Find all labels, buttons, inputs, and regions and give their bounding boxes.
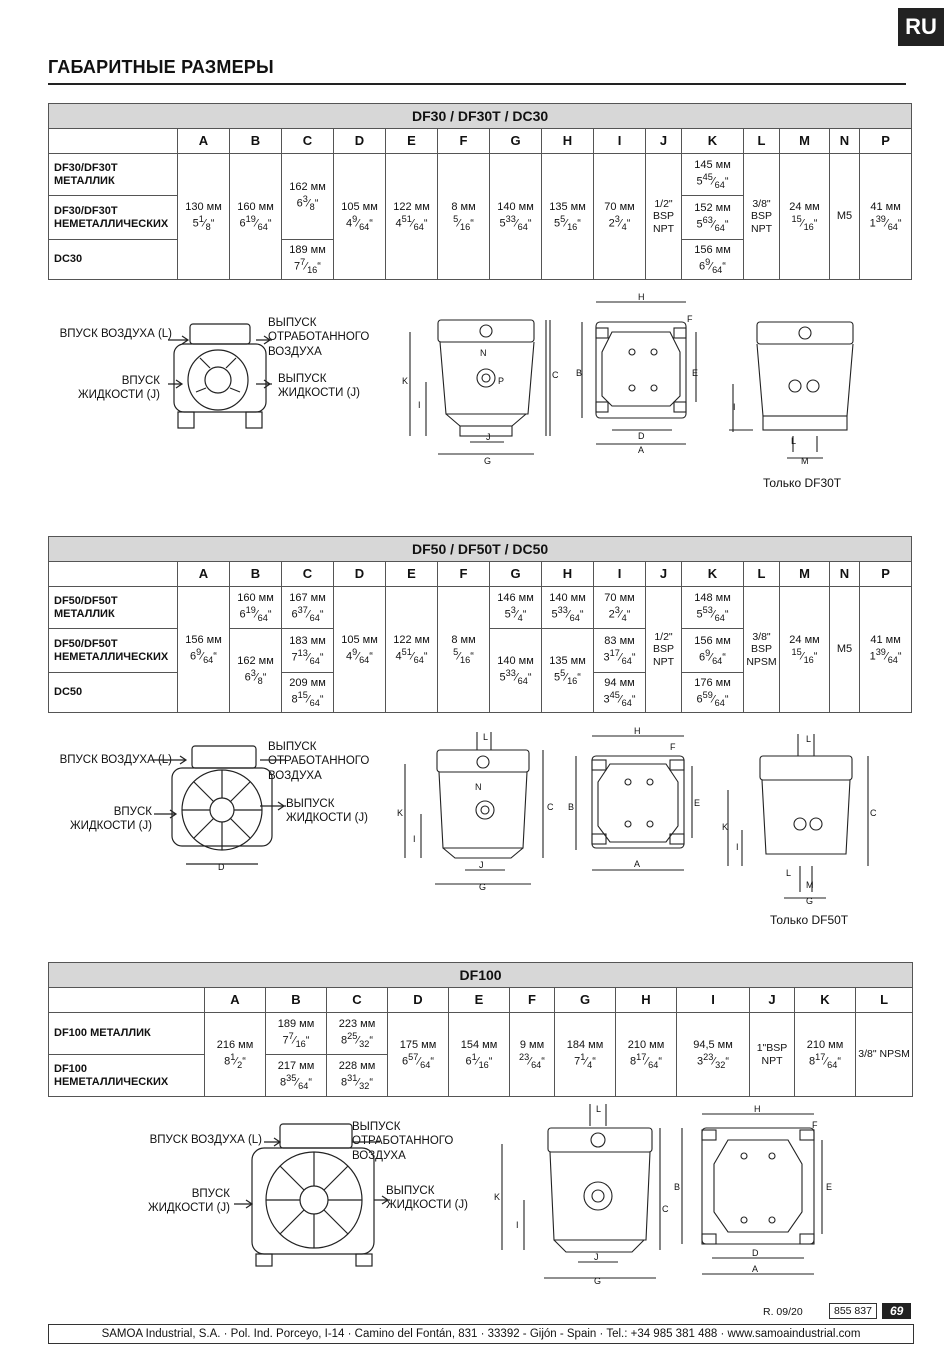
cell: [282, 673, 334, 713]
value-mm: 156 мм: [694, 243, 731, 256]
value-inch: $1^{39}⁄_{64}“$: [869, 646, 902, 665]
col-header: L: [856, 988, 913, 1013]
value-inch: $6^{19}⁄_{64}“$: [239, 213, 272, 232]
dim-letter-i: I: [736, 842, 739, 852]
row-label: DF100 МЕТАЛЛИК: [49, 1013, 205, 1055]
cell: 3/8" BSP NPT: [744, 154, 780, 280]
cell: [386, 587, 438, 713]
liquid-outlet-label: ВЫПУСК ЖИДКОСТИ (J): [386, 1185, 469, 1212]
cell: [388, 1013, 449, 1097]
value-inch: $^{15}⁄_{16}“$: [791, 213, 818, 232]
value-mm: 162 мм: [289, 180, 326, 193]
value-inch: $6^3⁄_8“$: [296, 193, 319, 212]
value-inch: $5^5⁄_{16}“$: [554, 213, 581, 232]
dim-letter-b: B: [674, 1182, 681, 1192]
value-inch: $4^{51}⁄_{64}“$: [395, 646, 428, 665]
pump-front-diagram-df100: [230, 1120, 390, 1270]
company-footer: SAMOA Industrial, S.A. · Pol. Ind. Porceyo, I-14 · Camino del Fontán, 831 · 33392 - Gijón - Spain · Tel.: +34 985 381 488 · www.samoaindustrial.com: [48, 1324, 914, 1344]
dim-letter-d: D: [218, 862, 225, 872]
value-inch: $5^{45}⁄_{64}“$: [696, 171, 729, 190]
cell: [178, 154, 230, 280]
cell: 1/2" BSP NPT: [646, 587, 682, 713]
cell: 1/2" BSP NPT: [646, 154, 682, 280]
value-mm: 41 мм: [870, 633, 901, 646]
dim-letter-j: J: [479, 860, 484, 870]
cell: [780, 154, 830, 280]
col-header: F: [510, 988, 555, 1013]
value-inch: $5^3⁄_4“$: [504, 604, 527, 623]
value-inch: $8^{15}⁄_{64}“$: [291, 689, 324, 708]
dim-letter-i: I: [516, 1220, 519, 1230]
dim-letter-m: M: [806, 880, 814, 890]
cell: [490, 154, 542, 280]
cell: [682, 587, 744, 629]
value-inch: $3^{45}⁄_{64}“$: [603, 689, 636, 708]
value-mm: 216 мм: [216, 1038, 254, 1051]
value-mm: 160 мм: [237, 200, 274, 213]
dim-letter-j: J: [486, 432, 491, 442]
col-header: D: [334, 562, 386, 587]
dim-letter-d: D: [752, 1248, 759, 1258]
cell: [860, 587, 912, 713]
col-header: A: [178, 562, 230, 587]
cell: [327, 1055, 388, 1097]
col-header: P: [860, 562, 912, 587]
dim-letter-e: E: [826, 1182, 833, 1192]
value-mm: 209 мм: [289, 676, 326, 689]
dim-letter-c: C: [662, 1204, 669, 1214]
dimensions-table-df50: [48, 536, 912, 713]
value-inch: $6^{19}⁄_{64}“$: [239, 604, 272, 623]
cell: [682, 196, 744, 240]
col-header: B: [230, 129, 282, 154]
value-inch: $6^9⁄_{64}“$: [699, 647, 726, 666]
liquid-outlet-label: ВЫПУСК ЖИДКОСТИ (J): [286, 798, 369, 825]
value-mm: 140 мм: [497, 654, 534, 667]
value-mm: 228 мм: [338, 1059, 376, 1072]
value-mm: 189 мм: [277, 1017, 315, 1030]
value-mm: 130 мм: [185, 200, 222, 213]
col-header: E: [386, 129, 438, 154]
air-inlet-label: ВПУСК ВОЗДУХА (L): [149, 1134, 262, 1146]
col-header: J: [750, 988, 795, 1013]
value-inch: $4^9⁄_{64}“$: [346, 213, 373, 232]
dim-letter-i: I: [733, 402, 736, 412]
dim-letter-k: K: [494, 1192, 501, 1202]
col-header: N: [830, 129, 860, 154]
dim-letter-l: L: [596, 1104, 602, 1114]
col-header: G: [490, 129, 542, 154]
exhaust-label: ВЫПУСК ОТРАБОТАННОГО ВОЗДУХА: [268, 317, 370, 358]
cell: M5: [830, 587, 860, 713]
header-blank: [49, 129, 178, 154]
cell: [334, 587, 386, 713]
cell: [178, 587, 230, 713]
dim-letter-c: C: [552, 370, 559, 380]
value-inch: $^5⁄_{16}“$: [453, 646, 474, 665]
value-inch: $5^{33}⁄_{64}“$: [499, 667, 532, 686]
liquid-inlet-label: ВПУСК ЖИДКОСТИ (J): [147, 1188, 230, 1215]
cell: [230, 154, 282, 280]
cell: [682, 629, 744, 673]
cell: [594, 629, 646, 673]
value-inch: $4^9⁄_{64}“$: [346, 646, 373, 665]
cell: [780, 587, 830, 713]
cell: [795, 1013, 856, 1097]
value-mm: 176 мм: [694, 676, 731, 689]
value-mm: 148 мм: [694, 591, 731, 604]
cell: 3/8" NPSM: [856, 1013, 913, 1097]
col-header: H: [542, 562, 594, 587]
dim-letter-n: N: [475, 782, 482, 792]
value-mm: 41 мм: [870, 200, 901, 213]
value-inch: $8^1⁄_2“$: [224, 1051, 246, 1070]
value-mm: 122 мм: [393, 200, 430, 213]
value-mm: 210 мм: [627, 1038, 665, 1051]
value-mm: 70 мм: [604, 591, 635, 604]
value-inch: $7^7⁄_{16}“$: [282, 1030, 310, 1049]
air-inlet-label: ВПУСК ВОЗДУХА (L): [59, 754, 172, 766]
liquid-inlet-label: ВПУСК ЖИДКОСТИ (J): [69, 806, 152, 833]
cell: [205, 1013, 266, 1097]
cell: [682, 673, 744, 713]
cell: [282, 629, 334, 673]
pump-front-diagram-df50: [150, 742, 286, 872]
col-header: P: [860, 129, 912, 154]
value-inch: $1^{39}⁄_{64}“$: [869, 213, 902, 232]
value-mm: 105 мм: [341, 633, 378, 646]
value-inch: $6^{57}⁄_{64}“$: [401, 1051, 434, 1070]
value-inch: $7^7⁄_{16}“$: [294, 256, 321, 275]
document-code: 855 837: [829, 1303, 877, 1319]
pump-side-diagram-df100: [490, 1100, 680, 1286]
value-mm: 160 мм: [237, 591, 274, 604]
value-inch: $5^{33}⁄_{64}“$: [499, 213, 532, 232]
dim-letter-i: I: [413, 834, 416, 844]
col-header: D: [388, 988, 449, 1013]
dim-letter-f: F: [687, 314, 693, 324]
dim-letter-g: G: [594, 1276, 602, 1286]
cell: [594, 673, 646, 713]
cell: M5: [830, 154, 860, 280]
col-header: I: [677, 988, 750, 1013]
cell: [230, 629, 282, 713]
value-mm: 183 мм: [289, 634, 326, 647]
language-badge: RU: [898, 8, 944, 46]
cell: [594, 587, 646, 629]
value-inch: $5^{53}⁄_{64}“$: [696, 604, 729, 623]
dim-letter-m: M: [801, 456, 809, 466]
dim-letter-c: C: [547, 802, 554, 812]
pump-side-diagram-df50: [395, 730, 560, 892]
cell: [677, 1013, 750, 1097]
row-label: DC30: [49, 240, 178, 280]
dim-letter-l: L: [806, 734, 812, 744]
col-header: B: [230, 562, 282, 587]
value-mm: 162 мм: [237, 654, 274, 667]
value-inch: $6^9⁄_{64}“$: [190, 646, 217, 665]
dim-letter-h: H: [754, 1104, 761, 1114]
dim-letter-h: H: [634, 726, 641, 736]
col-header: L: [744, 129, 780, 154]
value-mm: 24 мм: [789, 633, 820, 646]
col-header: H: [616, 988, 677, 1013]
row-label: DF50/DF50T НЕМЕТАЛЛИЧЕСКИХ: [49, 629, 178, 673]
title-divider: [48, 83, 906, 85]
col-header: G: [490, 562, 542, 587]
value-mm: 217 мм: [277, 1059, 315, 1072]
dim-letter-f: F: [812, 1120, 818, 1130]
value-inch: $7^1⁄_4“$: [574, 1051, 596, 1070]
value-mm: 8 мм: [451, 200, 476, 213]
col-header: N: [830, 562, 860, 587]
value-mm: 223 мм: [338, 1017, 376, 1030]
cell: [542, 154, 594, 280]
header-blank: [49, 988, 205, 1013]
col-header: F: [438, 129, 490, 154]
pump-front-diagram-df30: [160, 318, 272, 434]
dim-letter-l: L: [483, 732, 489, 742]
dimensions-table-df100: [48, 962, 913, 1097]
col-header: E: [449, 988, 510, 1013]
dim-letter-h: H: [638, 292, 645, 302]
value-mm: 175 мм: [399, 1038, 437, 1051]
value-mm: 9 мм: [519, 1038, 545, 1051]
value-inch: $7^{13}⁄_{64}“$: [291, 647, 324, 666]
col-header: H: [542, 129, 594, 154]
col-header: M: [780, 129, 830, 154]
value-inch: $3^{23}⁄_{32}“$: [696, 1051, 729, 1070]
value-mm: 189 мм: [289, 243, 326, 256]
dim-letter-a: A: [752, 1264, 759, 1274]
value-inch: $3^{17}⁄_{64}“$: [603, 647, 636, 666]
row-label: DF30/DF30T МЕТАЛЛИК: [49, 154, 178, 196]
value-inch: $5^1⁄_8“$: [192, 213, 215, 232]
dim-letter-e: E: [694, 798, 701, 808]
row-label: DF100 НЕМЕТАЛЛИЧЕСКИХ: [49, 1055, 205, 1097]
value-mm: 94,5 мм: [693, 1038, 733, 1051]
value-inch: $8^{35}⁄_{64}“$: [279, 1072, 312, 1091]
cell: [438, 587, 490, 713]
cell: [682, 240, 744, 280]
cell: [510, 1013, 555, 1097]
pump-rear-diagram-df30t: [727, 318, 877, 468]
col-header: J: [646, 129, 682, 154]
cell: 3/8" BSP NPSM: [744, 587, 780, 713]
col-header: C: [282, 129, 334, 154]
dim-letter-d: D: [638, 431, 645, 441]
col-header: C: [327, 988, 388, 1013]
liquid-outlet-label: ВЫПУСК ЖИДКОСТИ (J): [278, 373, 361, 400]
col-header: B: [266, 988, 327, 1013]
dim-letter-g: G: [484, 456, 492, 466]
value-inch: $8^{31}⁄_{32}“$: [340, 1072, 373, 1091]
cell: [282, 240, 334, 280]
value-mm: 105 мм: [341, 200, 378, 213]
page-number: 69: [882, 1303, 911, 1319]
dimensions-table-df30: [48, 103, 912, 280]
cell: [860, 154, 912, 280]
value-inch: $2^3⁄_4“$: [608, 213, 631, 232]
cell: [386, 154, 438, 280]
dim-letter-j: J: [594, 1252, 599, 1262]
cell: [266, 1055, 327, 1097]
dim-letter-l: L: [786, 868, 792, 878]
table-title: DF30 / DF30T / DC30: [49, 104, 912, 129]
table-title: DF50 / DF50T / DC50: [49, 537, 912, 562]
revision-date: R. 09/20: [763, 1306, 803, 1318]
liquid-inlet-label: ВПУСК ЖИДКОСТИ (J): [77, 375, 160, 402]
value-mm: 24 мм: [789, 200, 820, 213]
cell: [449, 1013, 510, 1097]
value-inch: $6^1⁄_{16}“$: [465, 1051, 493, 1070]
col-header: J: [646, 562, 682, 587]
cell: [682, 154, 744, 196]
col-header: K: [795, 988, 856, 1013]
dim-letter-n: N: [480, 348, 487, 358]
col-header: I: [594, 562, 646, 587]
value-inch: $2^3⁄_4“$: [608, 604, 631, 623]
cell: [230, 587, 282, 629]
col-header: G: [555, 988, 616, 1013]
col-header: I: [594, 129, 646, 154]
dim-letter-b: B: [576, 368, 583, 378]
value-mm: 210 мм: [806, 1038, 844, 1051]
cell: [490, 587, 542, 629]
table-title: DF100: [49, 963, 913, 988]
value-inch: $5^5⁄_{16}“$: [554, 667, 581, 686]
col-header: C: [282, 562, 334, 587]
value-mm: 83 мм: [604, 634, 635, 647]
dim-letter-g: G: [479, 882, 487, 892]
value-mm: 140 мм: [497, 200, 534, 213]
value-mm: 167 мм: [289, 591, 326, 604]
value-mm: 146 мм: [497, 591, 534, 604]
col-header: F: [438, 562, 490, 587]
df50t-only-note: Только DF50T: [770, 913, 849, 927]
col-header: L: [744, 562, 780, 587]
pump-top-diagram-df30: [572, 292, 702, 456]
dim-letter-p: P: [498, 376, 505, 386]
exhaust-label: ВЫПУСК ОТРАБОТАННОГО ВОЗДУХА: [268, 741, 370, 782]
row-label: DF30/DF30T НЕМЕТАЛЛИЧЕСКИХ: [49, 196, 178, 240]
value-mm: 140 мм: [549, 591, 586, 604]
cell: [266, 1013, 327, 1055]
value-mm: 156 мм: [185, 633, 222, 646]
page-title: ГАБАРИТНЫЕ РАЗМЕРЫ: [48, 57, 274, 77]
dim-letter-i: I: [418, 400, 421, 410]
value-mm: 135 мм: [549, 654, 586, 667]
col-header: K: [682, 562, 744, 587]
pump-top-diagram-df50: [566, 726, 706, 876]
dim-letter-k: K: [402, 376, 409, 386]
col-header: M: [780, 562, 830, 587]
value-inch: $8^{17}⁄_{64}“$: [629, 1051, 662, 1070]
value-mm: 122 мм: [393, 633, 430, 646]
cell: 1"BSP NPT: [750, 1013, 795, 1097]
dim-letter-l: L: [791, 436, 797, 446]
value-mm: 94 мм: [604, 676, 635, 689]
dim-letter-b: B: [568, 802, 575, 812]
cell: [282, 587, 334, 629]
value-inch: $^5⁄_{16}“$: [453, 213, 474, 232]
value-mm: 152 мм: [694, 201, 731, 214]
value-mm: 70 мм: [604, 200, 635, 213]
value-inch: $6^9⁄_{64}“$: [699, 256, 726, 275]
col-header: D: [334, 129, 386, 154]
value-mm: 154 мм: [460, 1038, 498, 1051]
value-inch: $^{15}⁄_{16}“$: [791, 646, 818, 665]
cell: [282, 154, 334, 240]
cell: [542, 629, 594, 713]
dim-letter-g: G: [806, 896, 814, 906]
cell: [594, 154, 646, 280]
row-label: DF50/DF50T МЕТАЛЛИК: [49, 587, 178, 629]
col-header: A: [178, 129, 230, 154]
dim-letter-a: A: [638, 445, 645, 455]
value-inch: $6^{59}⁄_{64}“$: [696, 689, 729, 708]
air-inlet-label: ВПУСК ВОЗДУХА (L): [59, 328, 172, 340]
dim-letter-f: F: [670, 742, 676, 752]
cell: [327, 1013, 388, 1055]
col-header: K: [682, 129, 744, 154]
pump-side-diagram-df30: [400, 318, 565, 468]
exhaust-label: ВЫПУСК ОТРАБОТАННОГО ВОЗДУХА: [352, 1121, 454, 1162]
value-inch: $^{23}⁄_{64}“$: [519, 1051, 545, 1070]
value-inch: $8^{17}⁄_{64}“$: [808, 1051, 841, 1070]
value-mm: 145 мм: [694, 158, 731, 171]
value-inch: $8^{25}⁄_{32}“$: [340, 1030, 373, 1049]
dim-letter-c: C: [870, 808, 877, 818]
pump-top-diagram-df100: [672, 1100, 842, 1286]
header-blank: [49, 562, 178, 587]
col-header: E: [386, 562, 438, 587]
dim-letter-k: K: [722, 822, 729, 832]
value-inch: $6^{37}⁄_{64}“$: [291, 604, 324, 623]
dim-letter-k: K: [397, 808, 404, 818]
cell: [542, 587, 594, 629]
value-mm: 156 мм: [694, 634, 731, 647]
row-label: DC50: [49, 673, 178, 713]
value-mm: 184 мм: [566, 1038, 604, 1051]
dim-letter-a: A: [634, 859, 641, 869]
cell: [334, 154, 386, 280]
value-mm: 135 мм: [549, 200, 586, 213]
value-inch: $5^{33}⁄_{64}“$: [551, 604, 584, 623]
dim-letter-e: E: [692, 368, 699, 378]
value-inch: $6^3⁄_8“$: [244, 667, 267, 686]
value-mm: 8 мм: [451, 633, 476, 646]
cell: [490, 629, 542, 713]
col-header: A: [205, 988, 266, 1013]
cell: [555, 1013, 616, 1097]
cell: [616, 1013, 677, 1097]
df30t-only-note: Только DF30T: [763, 476, 842, 490]
pump-rear-diagram-df50t: [722, 730, 882, 908]
value-inch: $4^{51}⁄_{64}“$: [395, 213, 428, 232]
value-inch: $5^{63}⁄_{64}“$: [696, 214, 729, 233]
cell: [438, 154, 490, 280]
